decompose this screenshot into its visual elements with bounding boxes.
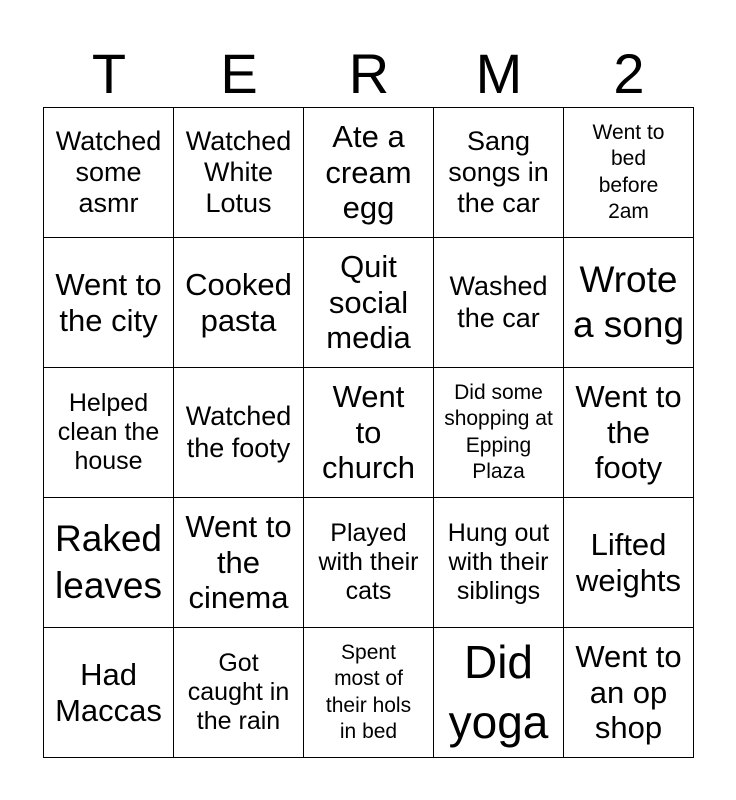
bingo-cell[interactable]: [174, 108, 304, 238]
cell-text: Went to bed before 2am: [592, 121, 665, 223]
cell-text: Played with their cats: [318, 519, 419, 605]
cell-text: Hung out with their siblings: [447, 519, 550, 605]
header-letter-2: 2: [613, 42, 645, 105]
cell-text: Spent most of their hols in bed: [325, 641, 412, 743]
bingo-cell[interactable]: [174, 368, 304, 498]
header-letter-e: E: [220, 42, 258, 105]
cell-text: Did yoga: [448, 635, 549, 748]
bingo-cell[interactable]: [434, 628, 564, 758]
cell-text: Wrote a song: [572, 259, 685, 345]
bingo-cell[interactable]: [44, 498, 174, 628]
bingo-header: [44, 40, 694, 108]
cell-text: Cooked pasta: [185, 266, 292, 338]
bingo-cell[interactable]: [304, 628, 434, 758]
bingo-board: [43, 107, 694, 758]
bingo-cell[interactable]: [434, 238, 564, 368]
bingo-cell[interactable]: [304, 238, 434, 368]
bingo-cell[interactable]: [564, 498, 694, 628]
bingo-cell[interactable]: [564, 628, 694, 758]
cell-text: Watched the footy: [185, 401, 292, 463]
bingo-cell[interactable]: [434, 108, 564, 238]
header-letter-m: M: [475, 42, 523, 105]
cell-text: Sang songs in the car: [448, 125, 549, 219]
bingo-cell[interactable]: [174, 238, 304, 368]
cell-text: Helped clean the house: [57, 389, 160, 475]
cell-text: Watched some asmr: [55, 125, 162, 219]
bingo-cell[interactable]: [44, 628, 174, 758]
bingo-cell[interactable]: [174, 498, 304, 628]
cell-text: Lifted weights: [575, 526, 682, 598]
header-letter-t: T: [91, 42, 127, 105]
bingo-cell[interactable]: [304, 498, 434, 628]
cell-text: Went to the city: [55, 266, 162, 338]
bingo-cell[interactable]: [564, 238, 694, 368]
bingo-cell[interactable]: [304, 108, 434, 238]
cell-text: Watched White Lotus: [185, 125, 292, 219]
bingo-cell[interactable]: [564, 108, 694, 238]
cell-text: Went to the cinema: [185, 508, 292, 616]
cell-text: Had Maccas: [55, 656, 162, 728]
bingo-cell[interactable]: [44, 108, 174, 238]
cell-text: Ate a cream egg: [325, 118, 412, 226]
cell-text: Washed the car: [449, 271, 548, 333]
bingo-cell[interactable]: [434, 368, 564, 498]
cell-text: Raked leaves: [55, 518, 162, 606]
header-letter-r: R: [348, 42, 390, 105]
cell-text: Did some shopping at Epping Plaza: [444, 381, 553, 483]
cell-text: Quit social media: [326, 248, 411, 356]
bingo-cell[interactable]: [44, 238, 174, 368]
bingo-cell[interactable]: [564, 368, 694, 498]
cell-text: Went to church: [321, 378, 416, 486]
cell-text: Went to an op shop: [575, 638, 682, 746]
bingo-cell[interactable]: [434, 498, 564, 628]
cell-text: Went to the footy: [575, 378, 682, 486]
cell-text: Got caught in the rain: [187, 649, 290, 735]
bingo-cell[interactable]: [174, 628, 304, 758]
bingo-cell[interactable]: [44, 368, 174, 498]
bingo-cell[interactable]: [304, 368, 434, 498]
